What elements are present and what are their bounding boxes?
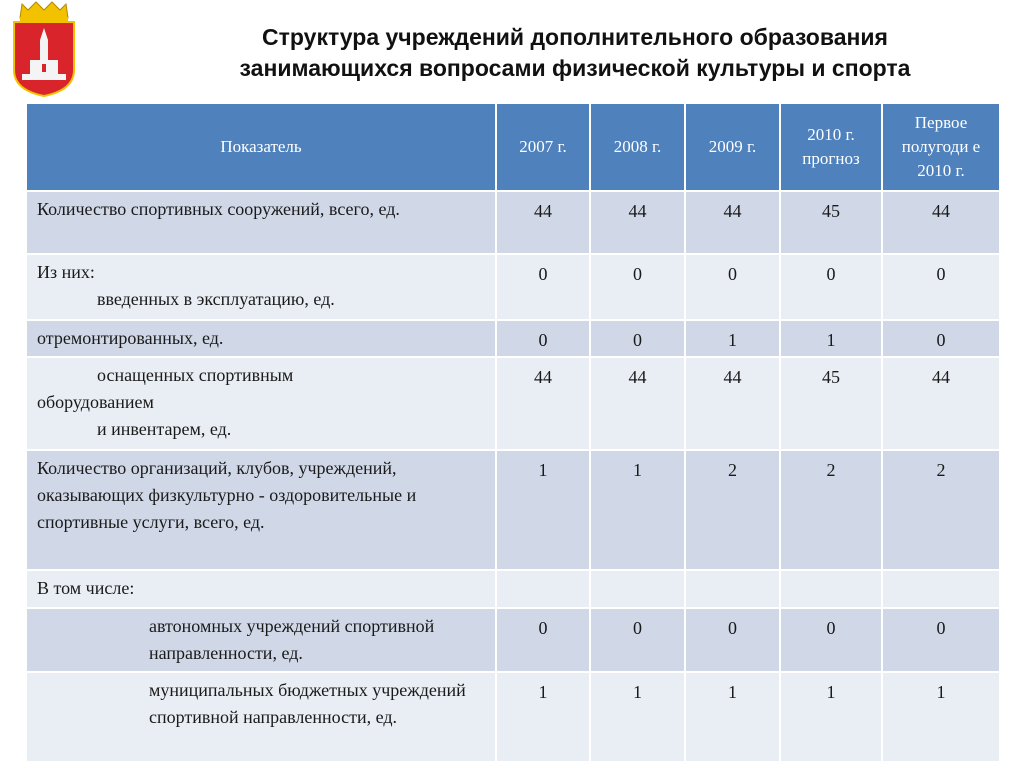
cell-value: 1 (590, 672, 685, 762)
cell-value: 0 (685, 254, 780, 320)
cell-value: 44 (496, 357, 590, 450)
cell-value (685, 570, 780, 608)
cell-value: 1 (780, 320, 882, 357)
table-row (26, 254, 1000, 320)
cell-value: 0 (882, 608, 1000, 672)
row-label: отремонтированных, ед. (26, 320, 496, 357)
row-label (26, 357, 496, 450)
row-label-line: введенных в эксплуатацию, ед. (97, 289, 335, 309)
cell-value: 44 (882, 357, 1000, 450)
cell-value: 44 (685, 357, 780, 450)
cell-value (590, 570, 685, 608)
cell-value: 1 (590, 450, 685, 570)
statistics-table (25, 102, 1001, 763)
cell-value: 0 (780, 608, 882, 672)
cell-value: 1 (685, 320, 780, 357)
column-header: Показатель (26, 103, 496, 191)
table-header-row (26, 103, 1000, 191)
page-title (130, 22, 1020, 84)
cell-value: 44 (882, 191, 1000, 254)
cell-value (780, 570, 882, 608)
column-header: 2008 г. (590, 103, 685, 191)
cell-value: 1 (685, 672, 780, 762)
table-row (26, 608, 1000, 672)
row-label-text: автономных учреждений спортивной направленности, ед. (149, 616, 435, 663)
row-label-line: и инвентарем, ед. (97, 419, 232, 439)
cell-value: 0 (685, 608, 780, 672)
row-label: В том числе: (26, 570, 496, 608)
cell-value: 0 (882, 320, 1000, 357)
cell-value: 0 (882, 254, 1000, 320)
cell-value: 0 (590, 608, 685, 672)
cell-value: 44 (590, 357, 685, 450)
cell-value: 0 (496, 320, 590, 357)
cell-value: 0 (590, 320, 685, 357)
column-header: 2010 г. прогноз (780, 103, 882, 191)
row-label (26, 608, 496, 672)
table-row (26, 672, 1000, 762)
column-header: Первое полугоди е 2010 г. (882, 103, 1000, 191)
row-label (26, 254, 496, 320)
cell-value: 2 (882, 450, 1000, 570)
cell-value: 0 (590, 254, 685, 320)
cell-value (882, 570, 1000, 608)
title-line-2: занимающихся вопросами физической культуры и спорта (239, 55, 911, 81)
table-row (26, 320, 1000, 357)
row-label: Количество организаций, клубов, учреждений, оказывающих физкультурно - оздоровительные и спортивные услуги, всего, ед. (26, 450, 496, 570)
row-label-line: оснащенных спортивным (97, 365, 294, 385)
cell-value: 44 (590, 191, 685, 254)
cell-value: 45 (780, 191, 882, 254)
row-label-line: оборудованием (37, 392, 154, 412)
cell-value: 1 (882, 672, 1000, 762)
cell-value: 44 (496, 191, 590, 254)
cell-value: 0 (780, 254, 882, 320)
row-label-line: Из них: (37, 262, 95, 282)
title-line-1: Структура учреждений дополнительного образования (262, 24, 888, 50)
coat-of-arms-icon (10, 0, 78, 98)
row-label (26, 672, 496, 762)
row-label: Количество спортивных сооружений, всего, ед. (26, 191, 496, 254)
table-row (26, 357, 1000, 450)
cell-value: 1 (496, 672, 590, 762)
row-label-text: муниципальных бюджетных учреждений спортивной направленности, ед. (149, 680, 466, 727)
column-header: 2007 г. (496, 103, 590, 191)
cell-value: 1 (780, 672, 882, 762)
cell-value (496, 570, 590, 608)
cell-value: 2 (685, 450, 780, 570)
cell-value: 0 (496, 608, 590, 672)
cell-value: 44 (685, 191, 780, 254)
table-row (26, 570, 1000, 608)
column-header: 2009 г. (685, 103, 780, 191)
cell-value: 45 (780, 357, 882, 450)
cell-value: 2 (780, 450, 882, 570)
table-row (26, 450, 1000, 570)
cell-value: 1 (496, 450, 590, 570)
cell-value: 0 (496, 254, 590, 320)
table-row (26, 191, 1000, 254)
